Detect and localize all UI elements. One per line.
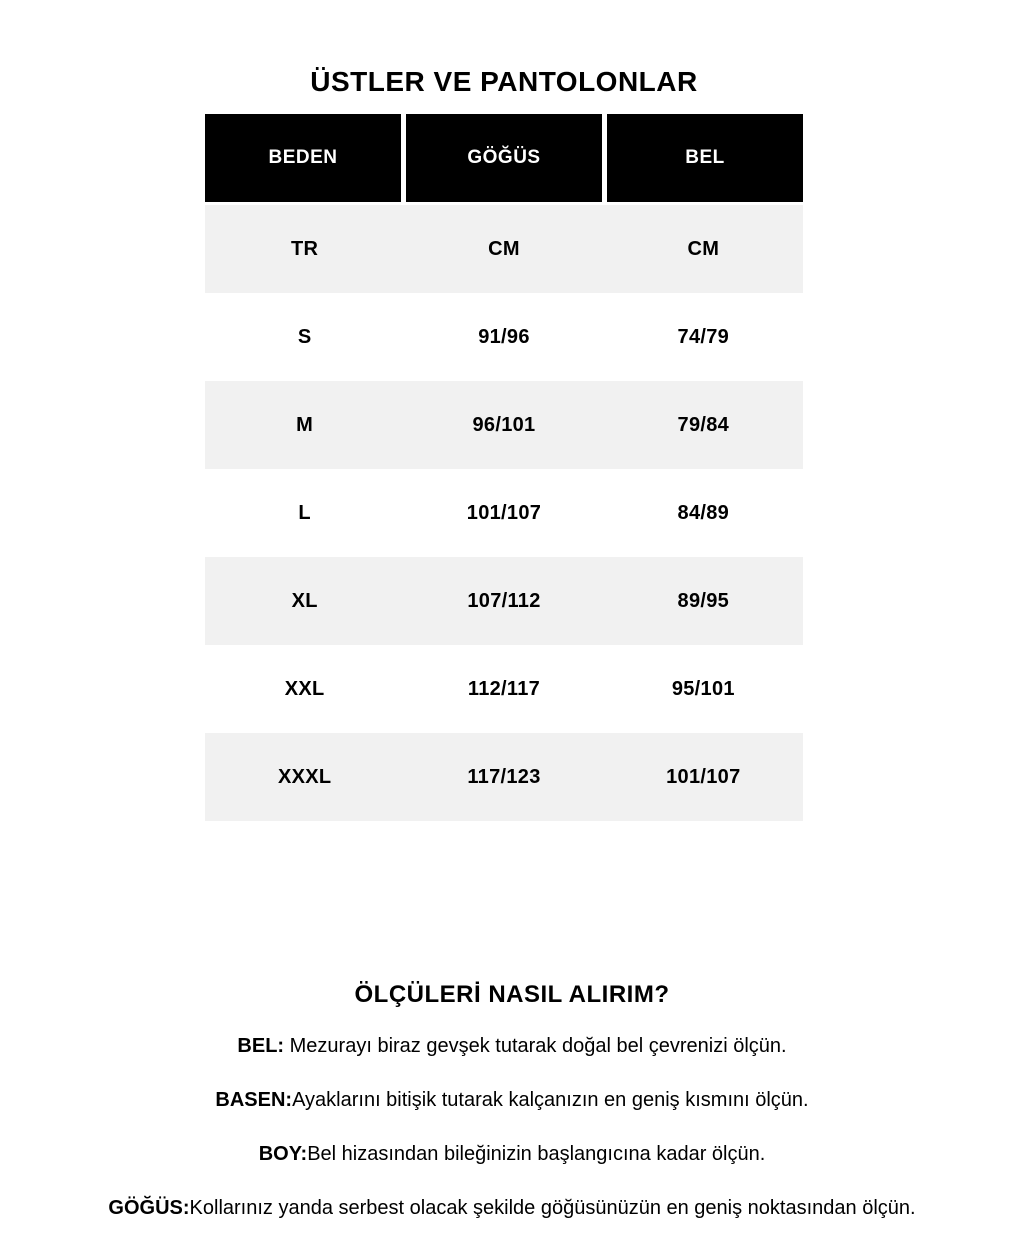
guide-item-basen <box>0 1089 1024 1112</box>
header-cell-gogus: GÖĞÜS <box>406 114 602 202</box>
waist-cell: 74/79 <box>677 325 730 348</box>
size-cell: M <box>296 413 314 436</box>
guide-item-gogus-label: GÖĞÜS: <box>108 1197 190 1219</box>
size-table-header-row <box>205 114 803 202</box>
table-row-s <box>205 293 803 381</box>
page-title: ÜSTLER VE PANTOLONLAR <box>310 66 698 97</box>
guide-item-boy <box>0 1143 1024 1166</box>
table-row-l <box>205 469 803 557</box>
chest-cell: 91/96 <box>478 325 530 348</box>
waist-cell: 79/84 <box>677 413 730 436</box>
guide-item-bel-text: Mezurayı biraz gevşek tutarak doğal bel çevrenizi ölçün. <box>284 1035 787 1057</box>
waist-cell: 95/101 <box>671 677 735 700</box>
size-table <box>205 114 803 821</box>
unit-cell-region: TR <box>291 237 319 260</box>
guide-item-boy-label: BOY: <box>258 1143 308 1165</box>
unit-cell-waist: CM <box>687 237 720 260</box>
unit-cell-chest: CM <box>488 237 520 260</box>
size-cell: L <box>298 501 311 524</box>
chest-cell: 101/107 <box>466 501 542 524</box>
size-cell: XXXL <box>277 765 332 788</box>
table-row-m <box>205 381 803 469</box>
size-cell: XL <box>291 589 318 612</box>
header-cell-beden: BEDEN <box>205 114 401 202</box>
guide-item-bel <box>0 1035 1024 1058</box>
guide-item-boy-text: Bel hizasından bileğinizin başlangıcına kadar ölçün. <box>307 1143 766 1165</box>
guide-heading: ÖLÇÜLERİ NASIL ALIRIM? <box>354 981 670 1008</box>
size-cell: S <box>297 325 312 348</box>
waist-cell: 84/89 <box>677 501 730 524</box>
measurement-guide <box>0 981 1024 1220</box>
table-row-xl <box>205 557 803 645</box>
table-row-xxl <box>205 645 803 733</box>
waist-cell: 101/107 <box>666 765 741 788</box>
guide-item-gogus <box>0 1197 1024 1220</box>
guide-item-gogus-text: Kollarınız yanda serbest olacak şekilde göğüsünüzün en geniş noktasından ölçün. <box>189 1197 916 1219</box>
guide-item-basen-label: BASEN: <box>215 1089 293 1111</box>
waist-cell: 89/95 <box>677 589 730 612</box>
table-row-xxxl <box>205 733 803 821</box>
chest-cell: 96/101 <box>472 413 536 436</box>
header-cell-bel: BEL <box>607 114 803 202</box>
chest-cell: 112/117 <box>467 677 541 700</box>
size-cell: XXL <box>284 677 325 700</box>
guide-item-basen-text: Ayaklarını bitişik tutarak kalçanızın en geniş kısmını ölçün. <box>292 1089 809 1111</box>
guide-item-bel-label: BEL: <box>237 1035 285 1057</box>
unit-row <box>205 205 803 293</box>
chest-cell: 107/112 <box>467 589 541 612</box>
chest-cell: 117/123 <box>467 765 541 788</box>
size-chart-container <box>205 0 803 821</box>
